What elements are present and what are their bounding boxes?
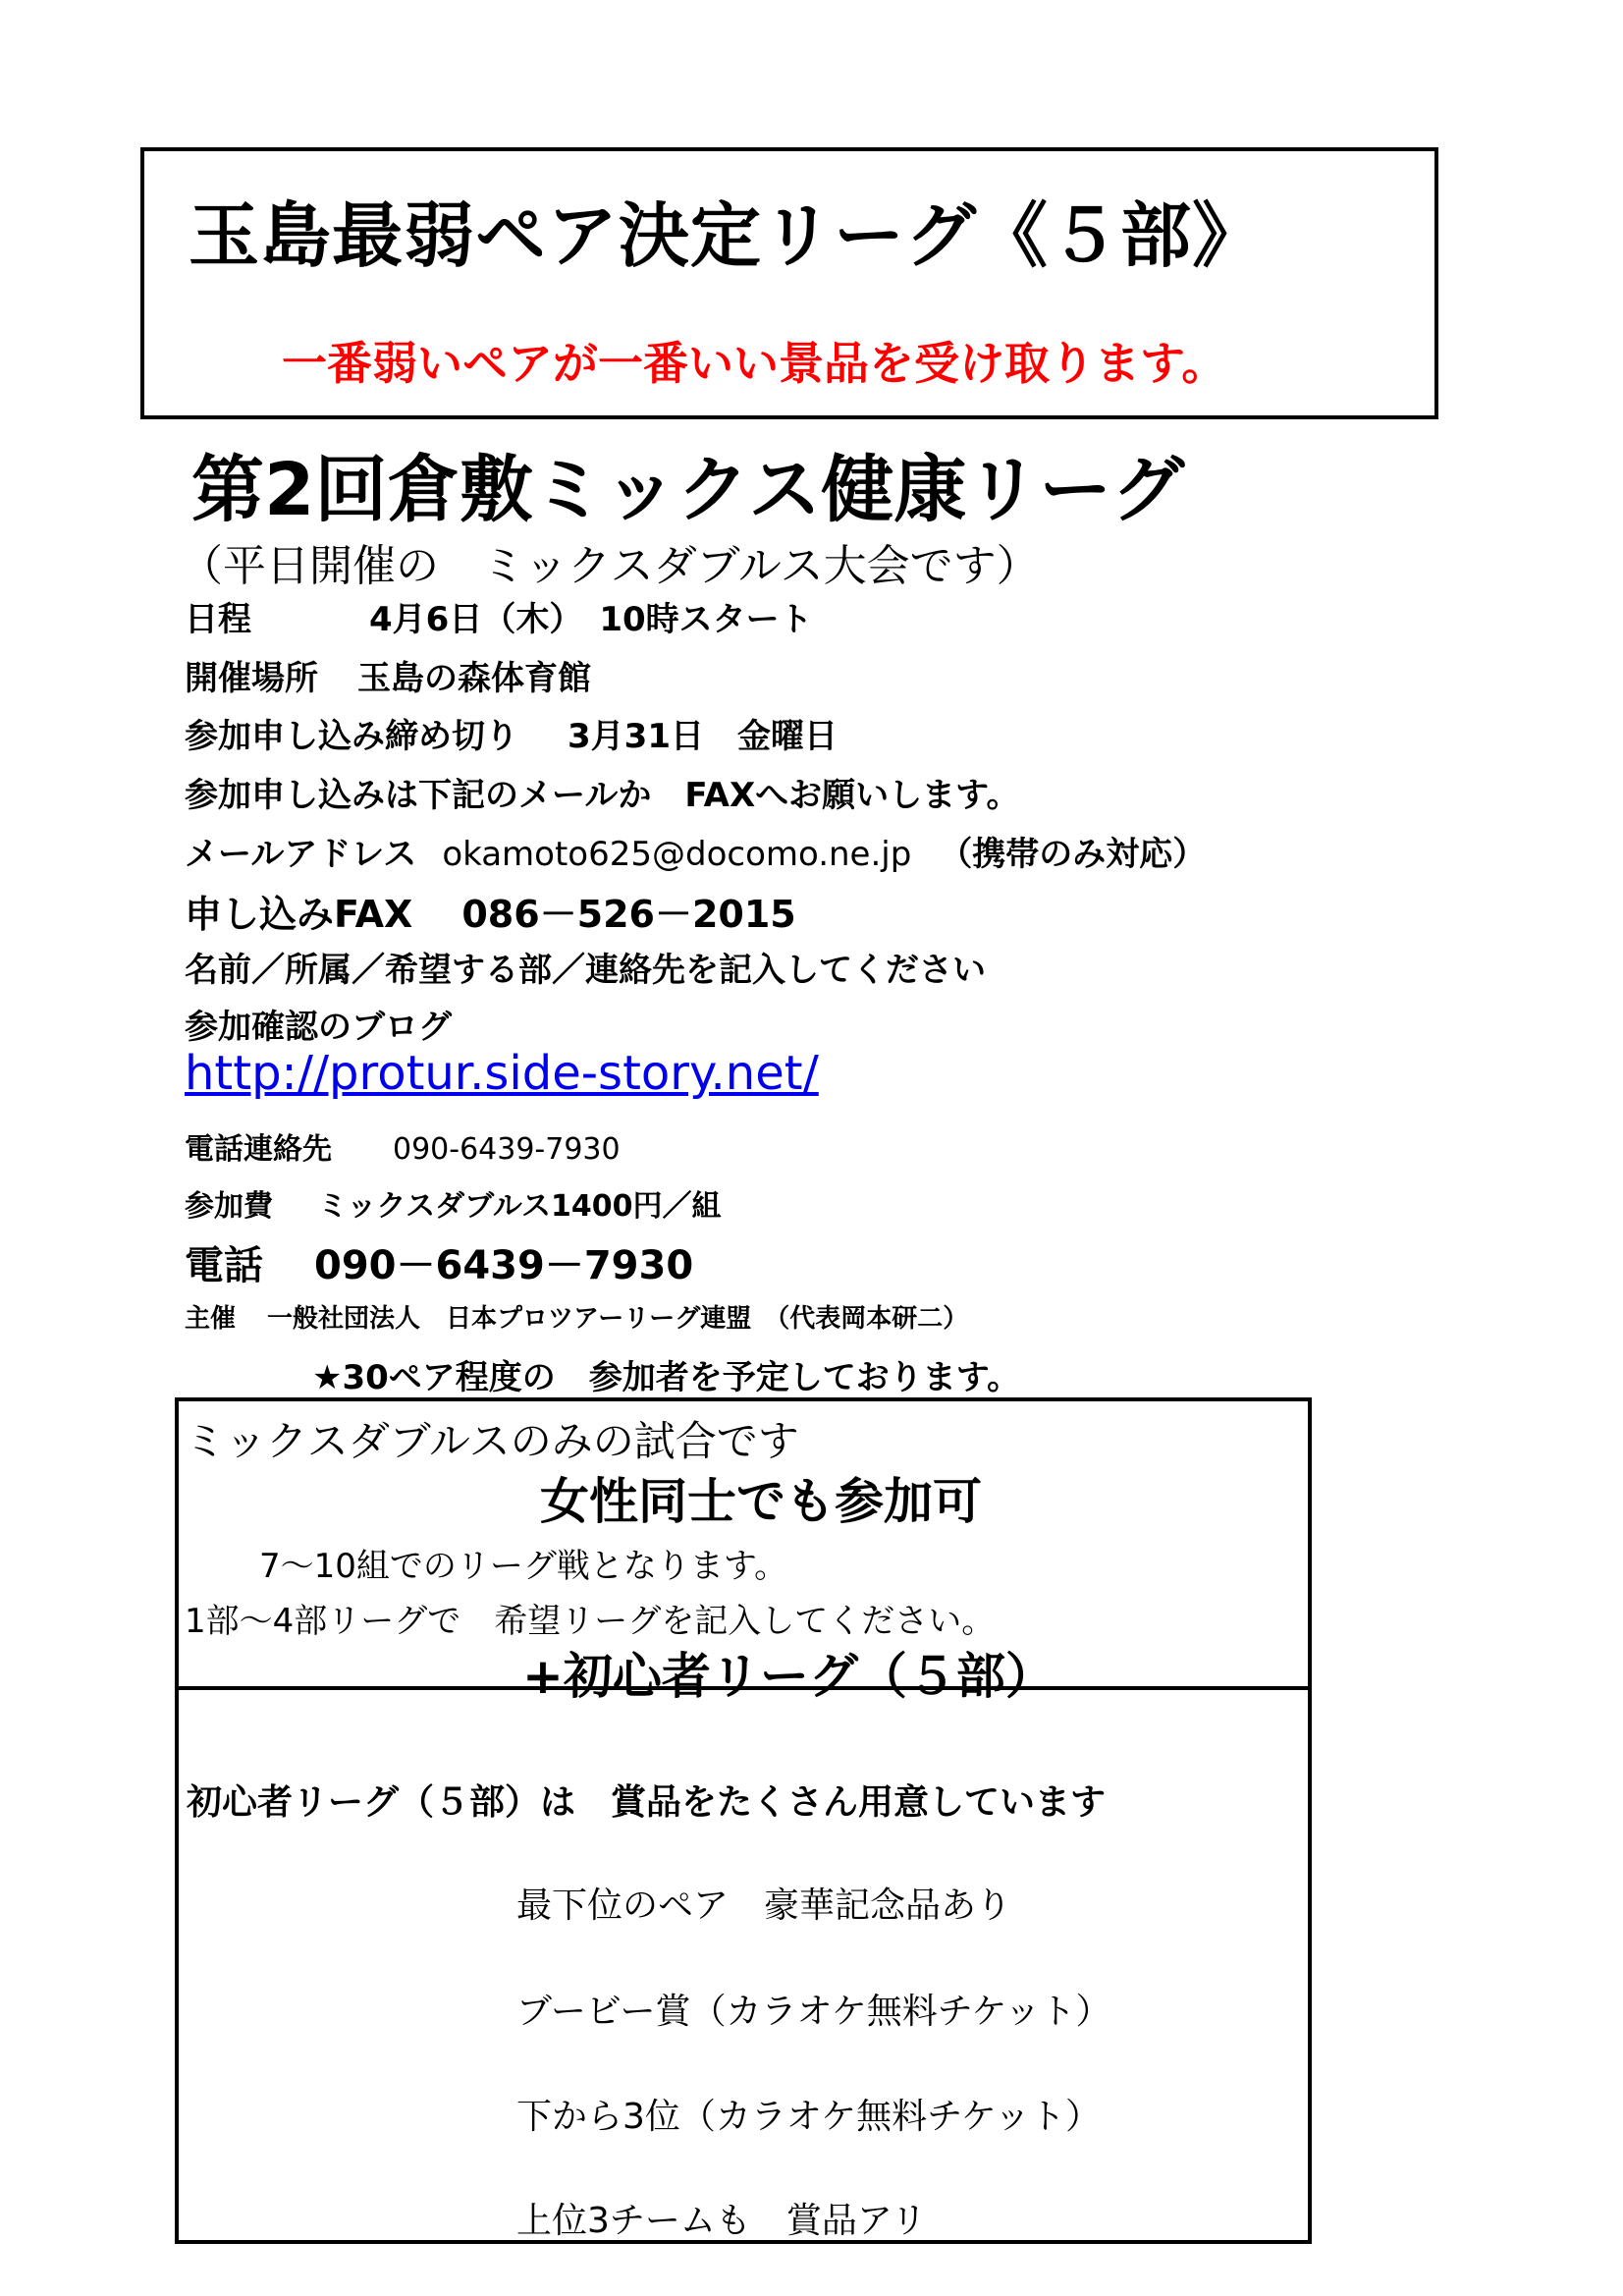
mail-row bbox=[185, 827, 1206, 875]
deadline-label: 参加申し込み締め切り bbox=[185, 717, 518, 756]
host-row bbox=[185, 1298, 968, 1335]
prize-item: 最下位のペア 豪華記念品あり bbox=[516, 1886, 1012, 1926]
venue-row bbox=[185, 651, 591, 699]
fax-row bbox=[185, 884, 796, 938]
details-box bbox=[175, 1397, 1312, 2244]
box-divider bbox=[179, 1686, 1308, 1690]
fields-text: 名前／所属／希望する部／連絡先を記入してください bbox=[185, 951, 986, 990]
venue-value: 玉島の森体育館 bbox=[357, 659, 591, 698]
fee-value: ミックスダブルス1400円／組 bbox=[318, 1189, 722, 1224]
capacity-text: ★30ペア程度の 参加者を予定しております。 bbox=[312, 1358, 1021, 1397]
date-label: 日程 bbox=[185, 600, 251, 639]
mail-note: （携帯のみ対応） bbox=[939, 835, 1207, 874]
deadline-value: 3月31日 金曜日 bbox=[568, 717, 838, 756]
fax-value: 086－526－2015 bbox=[461, 893, 796, 936]
league-choice-text: 1部～4部リーグで 希望リーグを記入してください。 bbox=[185, 1602, 996, 1641]
date-value: 4月6日（木） 10時スタート bbox=[369, 600, 813, 639]
blog-label: 参加確認のブログ bbox=[185, 1008, 452, 1047]
prize-intro-text: 初心者リーグ（５部）は 賞品をたくさん用意しています bbox=[187, 1782, 1107, 1823]
league-subtitle: （平日開催の ミックスダブルス大会です） bbox=[180, 541, 1040, 591]
title-box bbox=[140, 147, 1438, 419]
phone-value: 090－6439－7930 bbox=[314, 1243, 694, 1288]
deadline-row bbox=[185, 709, 838, 757]
venue-label: 開催場所 bbox=[185, 659, 318, 698]
phone-contact-value: 090-6439-7930 bbox=[393, 1132, 621, 1167]
league-title: 第2回倉敷ミックス健康リーグ bbox=[191, 448, 1185, 532]
fee-row bbox=[185, 1181, 722, 1225]
phone-label: 電話 bbox=[185, 1243, 263, 1288]
mail-label: メールアドレス bbox=[185, 835, 417, 874]
prize-item: 上位3チームも 賞品アリ bbox=[516, 2201, 927, 2241]
fee-label: 参加費 bbox=[185, 1189, 273, 1224]
doubles-only-text: ミックスダブルスのみの試合です bbox=[185, 1417, 799, 1465]
host-value: 一般社団法人 日本プロツアーリーグ連盟 （代表岡本研二） bbox=[267, 1304, 969, 1334]
women-ok-text: 女性同士でも参加可 bbox=[540, 1473, 982, 1530]
prize-item: ブービー賞（カラオケ無料チケット） bbox=[516, 1992, 1111, 2032]
blog-link[interactable]: http://protur.side-story.net/ bbox=[185, 1046, 819, 1101]
date-row bbox=[185, 592, 813, 640]
host-label: 主催 bbox=[185, 1304, 237, 1334]
prize-item: 下から3位（カラオケ無料チケット） bbox=[516, 2097, 1101, 2137]
phone-row bbox=[185, 1234, 693, 1290]
phone-contact-row bbox=[185, 1124, 621, 1168]
league-format-text: 7～10組でのリーグ戦となります。 bbox=[259, 1547, 788, 1586]
beginner-league-text: +初心者リーグ（５部） bbox=[522, 1648, 1055, 1705]
fax-label: 申し込みFAX bbox=[185, 893, 413, 936]
phone-contact-label: 電話連絡先 bbox=[185, 1132, 332, 1167]
apply-text: 参加申し込みは下記のメールか FAXへお願いします。 bbox=[185, 776, 1020, 815]
page-subtitle: 一番弱いペアが一番いい景品を受け取ります。 bbox=[282, 337, 1227, 390]
mail-address[interactable]: okamoto625@docomo.ne.jp bbox=[442, 835, 912, 874]
page-title: 玉島最弱ペア決定リーグ《５部》 bbox=[189, 194, 1265, 277]
